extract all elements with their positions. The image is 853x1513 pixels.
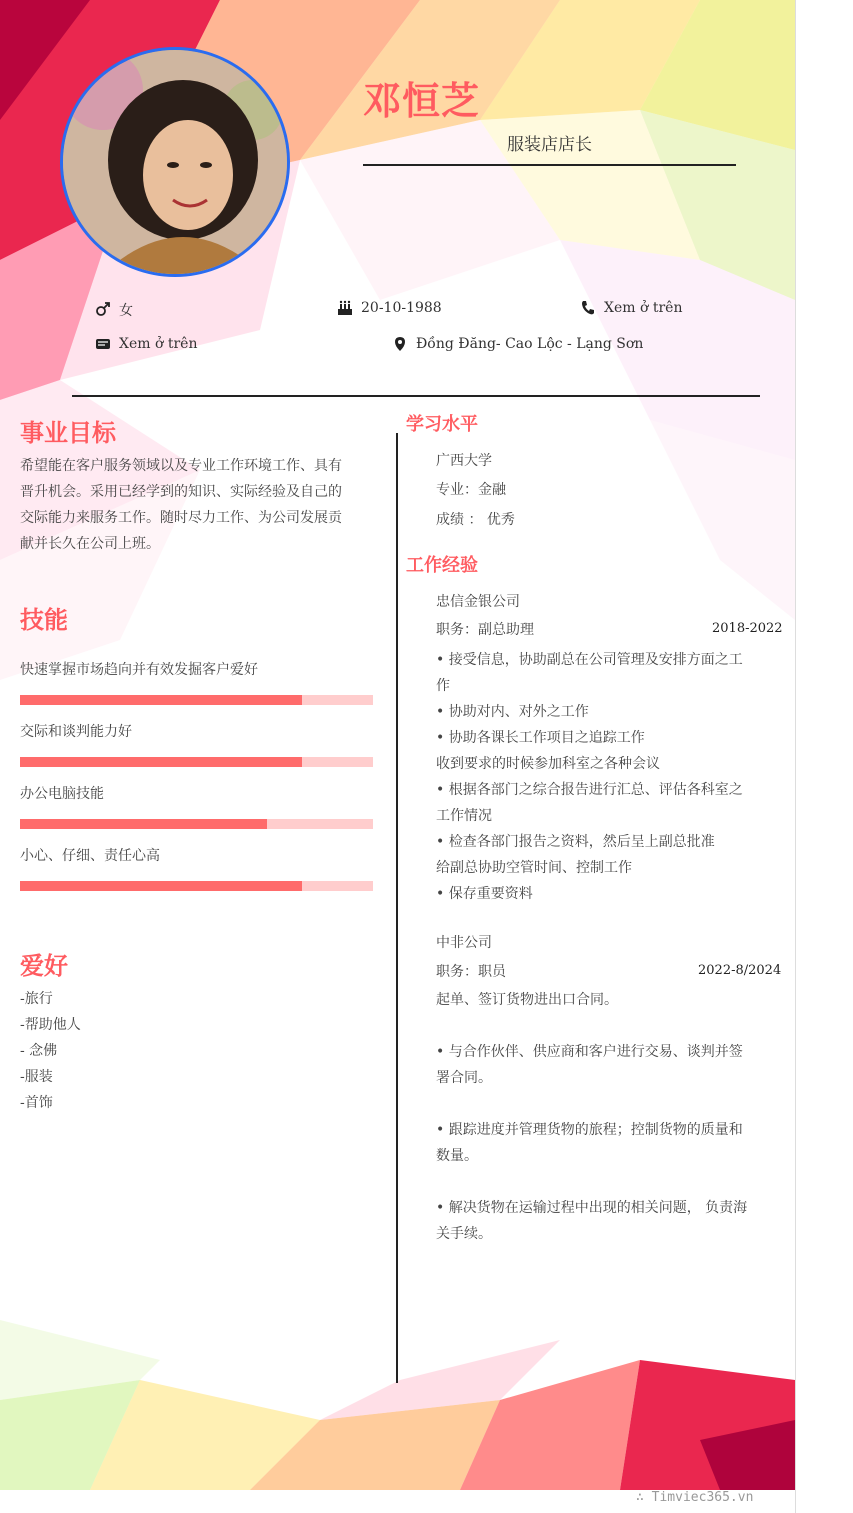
- education-major: 专业：金融: [436, 482, 506, 498]
- job-position: 职务：副总助理: [436, 622, 534, 638]
- header-divider: [72, 395, 760, 397]
- duty-line: • 跟踪进度并管理货物的旅程；控制货物的质量和: [436, 1122, 743, 1138]
- skill-bar: [20, 695, 373, 705]
- duty-line: 署合同。: [436, 1070, 492, 1086]
- skill-label: 交际和谈判能力好: [20, 724, 132, 740]
- duty-line: • 协助对内、对外之工作: [436, 704, 589, 720]
- hobbies-list: [20, 986, 81, 1116]
- hobby-item: -首饰: [20, 1095, 53, 1111]
- job-period: 2018-2022: [712, 621, 783, 636]
- skill-bar-fill: [20, 695, 302, 705]
- duty-line: • 与合作伙伴、供应商和客户进行交易、谈判并签: [436, 1044, 743, 1060]
- hobby-item: - 念佛: [20, 1043, 58, 1059]
- hobby-item: -旅行: [20, 991, 53, 1007]
- objective-text: [20, 453, 380, 557]
- job-title: 服装店店长: [507, 135, 592, 155]
- skill-label: 快速掌握市场趋向并有效发掘客户爱好: [20, 662, 258, 678]
- duty-line: 起单、签订货物进出口合同。: [436, 992, 618, 1008]
- birthday-cake-icon: [337, 300, 353, 316]
- profile-photo: [60, 47, 290, 277]
- birthday-info: [337, 300, 442, 316]
- email-icon: [95, 336, 111, 352]
- job-duties: [436, 647, 781, 907]
- job-duties: [436, 987, 781, 1247]
- hobby-item: -服装: [20, 1069, 53, 1085]
- objective-title: 事业目标: [20, 418, 116, 447]
- objective-line: 献并长久在公司上班。: [20, 536, 160, 552]
- column-divider: [396, 433, 398, 1383]
- phone-value: Xem ở trên: [604, 300, 683, 316]
- duty-line: • 根据各部门之综合报告进行汇总、评估各科室之: [436, 782, 743, 798]
- skill-bar: [20, 881, 373, 891]
- location-pin-icon: [392, 336, 408, 352]
- gender-icon: [95, 302, 111, 318]
- job-period: 2022-8/2024: [698, 963, 782, 978]
- work-title: 工作经验: [406, 555, 478, 576]
- job-company: 忠信金银公司: [436, 594, 520, 610]
- duty-line: • 检查各部门报告之资料，然后呈上副总批准: [436, 834, 715, 850]
- skill-label: 办公电脑技能: [20, 786, 104, 802]
- duty-line: [436, 1169, 781, 1195]
- skill-bar-fill: [20, 819, 267, 829]
- duty-line: • 解决货物在运输过程中出现的相关问题， 负责海: [436, 1200, 748, 1216]
- duty-line: • 协助各课长工作项目之追踪工作: [436, 730, 645, 746]
- job-company: 中非公司: [436, 935, 492, 951]
- skill-bar: [20, 757, 373, 767]
- skills-title: 技能: [20, 605, 68, 634]
- job-position: 职务：职员: [436, 964, 506, 980]
- duty-line: 作: [436, 678, 450, 694]
- address-value: Đồng Đăng- Cao Lộc - Lạng Sơn: [416, 336, 644, 352]
- email-value: Xem ở trên: [119, 336, 198, 352]
- phone-info: [580, 300, 682, 316]
- duty-line: [436, 1091, 781, 1117]
- birthday-value: 20-10-1988: [361, 300, 442, 316]
- duty-line: • 接受信息，协助副总在公司管理及安排方面之工: [436, 652, 743, 668]
- objective-line: 交际能力来服务工作。随时尽力工作、为公司发展贡: [20, 510, 342, 526]
- duty-line: 给副总协助空管时间、控制工作: [436, 860, 632, 876]
- skill-bar: [20, 819, 373, 829]
- duty-line: 数量。: [436, 1148, 478, 1164]
- duty-line: 收到要求的时候参加科室之各种会议: [436, 756, 660, 772]
- phone-icon: [580, 300, 596, 316]
- skill-bar-fill: [20, 881, 302, 891]
- hobby-item: -帮助他人: [20, 1017, 81, 1033]
- objective-line: 希望能在客户服务领域以及专业工作环境工作、具有: [20, 458, 342, 474]
- candidate-name: 邓恒芝: [363, 78, 481, 123]
- duty-line: 关手续。: [436, 1226, 492, 1242]
- hobbies-title: 爱好: [20, 951, 68, 980]
- address-info: [392, 336, 643, 352]
- email-info: [95, 336, 197, 352]
- education-grade: 成绩 ： 优秀: [436, 512, 515, 528]
- skill-label: 小心、仔细、责任心高: [20, 848, 160, 864]
- gender-value: 女: [119, 303, 133, 319]
- gender-info: [95, 300, 133, 320]
- skill-bar-fill: [20, 757, 302, 767]
- title-divider: [363, 164, 736, 166]
- objective-line: 晋升机会。采用已经学到的知识、实际经验及自己的: [20, 484, 342, 500]
- education-school: 广西大学: [436, 453, 492, 469]
- duty-line: • 保存重要资料: [436, 886, 533, 902]
- education-title: 学习水平: [406, 414, 478, 435]
- duty-line: [436, 1013, 781, 1039]
- duty-line: 工作情况: [436, 808, 492, 824]
- site-watermark[interactable]: ∴ Timviec365.vn: [636, 1490, 754, 1505]
